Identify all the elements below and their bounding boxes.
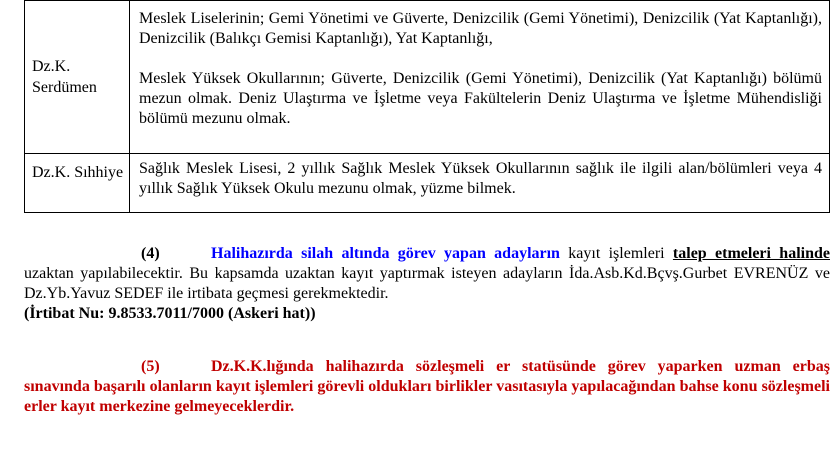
rank-label: Dz.K. Sıhhiye	[32, 164, 124, 181]
requirements-table	[24, 0, 830, 213]
underlined-text: talep etmeleri halinde	[672, 245, 830, 262]
contact-number: (İrtibat Nu: 9.8533.7011/7000 (Askeri hat))	[24, 305, 316, 322]
requirement-text: Sağlık Meslek Lisesi, 2 yıllık Sağlık Meslek Yüksek Okullarının sağlık ile ilgili alan/bölümleri veya 4 yıllık Sağlık Yüksek Okulu mezunu olmak, yüzme bilmek.	[139, 160, 822, 197]
requirement-cell	[130, 154, 830, 213]
body-text: uzaktan yapılabilecektir. Bu kapsamda uzaktan kayıt yaptırmak isteyen adayların İda.Asb.Kd.Bçvş.Gurbet EVRENÜZ ve Dz.Yb.Yavuz SEDEF ile irtibata geçmesi gerekmektedir.	[24, 265, 830, 302]
highlighted-text: Halihazırda silah altında görev yapan adayların	[211, 245, 560, 262]
notice-text: Dz.K.K.lığında halihazırda sözleşmeli er statüsünde görev yaparken uzman erbaş sınavında başarılı olanların kayıt işlemleri görevli oldukları birlikler vasıtasıyla yapılacağından bahse konu sözleşmeli erler kayıt merkezine gelmeyeceklerdir.	[24, 358, 830, 415]
rank-cell	[25, 154, 130, 213]
rank-label: Dz.K. Serdümen	[32, 58, 97, 96]
table-row	[25, 1, 830, 154]
paragraph-5	[24, 357, 830, 417]
requirement-text: Meslek Liselerinin; Gemi Yönetimi ve Güverte, Denizcilik (Gemi Yönetimi), Denizcilik (Yat Kaptanlığı), Denizcilik (Balıkçı Gemisi Kaptanlığı), Yat Kaptanlığı,	[139, 10, 822, 47]
rank-cell	[25, 1, 130, 154]
requirement-text: Meslek Yüksek Okullarının; Güverte, Denizcilik (Gemi Yönetimi), Denizcilik (Yat Kaptanlığı) bölümü mezun olmak. Deniz Ulaştırma ve İşletme veya Fakültelerin Deniz Ulaştırma ve İşletme Mühendisliği bölümü mezunu olmak.	[139, 70, 822, 127]
paragraph-number: (4)	[141, 245, 160, 262]
table-row	[25, 154, 830, 213]
paragraph-4	[24, 244, 830, 324]
body-text: kayıt işlemleri	[559, 245, 673, 262]
requirement-cell	[130, 1, 830, 154]
paragraph-number: (5)	[141, 358, 160, 375]
